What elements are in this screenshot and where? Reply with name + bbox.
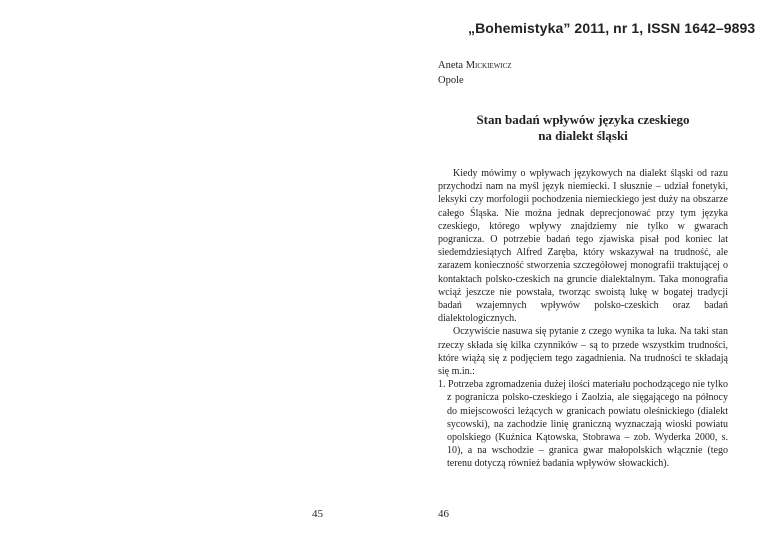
article-body: [438, 167, 728, 471]
article-title: [438, 112, 728, 144]
paragraph-2: Oczywiście nasuwa się pytanie z czego wynika ta luka. Na taki stan rzeczy składa się kilka czynników – są to przede wszystkim trudności, które wiążą się z podjęciem tego zagadnienia. Na trudności te składają się m.in.:: [438, 326, 728, 378]
list-item: 1. Potrzeba zgromadzenia dużej ilości materiału pochodzącego nie tylko z pogranicza polsko-czeskiego i Zaolzia, ale sięgającego na północy do miejscowości leżących w granicach powiatu oleśnickiego (dialekt sycowski), na zachodzie linię graniczną wyznaczają wioski powiatu opolskiego (Kuźnica Kątowska, Stobrawa – zob. Wyderka 2000, s. 10), a na wschodzie – granica gwar małopolskich włącznie (tego terenu dotyczą również badania wpływów słowackich).: [438, 379, 728, 470]
right-page-number: 46: [438, 508, 449, 520]
author-affiliation: Opole: [438, 75, 464, 86]
journal-header: „Bohemistyka” 2011, nr 1, ISSN 1642–9893: [468, 20, 756, 36]
title-line-1: Stan badań wpływów języka czeskiego: [476, 112, 690, 127]
left-page-number: 45: [312, 508, 323, 520]
author: [438, 60, 512, 71]
author-first-name: Aneta: [438, 60, 464, 71]
author-last-name: Mickiewicz: [465, 60, 512, 71]
title-line-2: na dialekt śląski: [538, 128, 628, 143]
difficulties-list: [438, 378, 728, 470]
paragraph-1: Kiedy mówimy o wpływach językowych na dialekt śląski od razu przychodzi nam na myśl język niemiecki. I słusznie – udział fonetyki, leksyki czy morfologii pochodzenia niemieckiego jest duży na obszarze całego Śląska. Nie można jednak deprecjonować przy tym języka czeskiego, którego wpływy znajdziemy nie tylko w gwarach pogranicza. O potrzebie badań tego zjawiska pisał pod koniec lat siedemdziesiątych Alfred Zaręba, który wskazywał na trudność, ale zarazem konieczność stworzenia szczegółowej monografii traktującej o kontaktach polsko-czeskich na gruncie dialektalnym. Taka monografia wciąż jeszcze nie powstała, tworząc swoistą lukę w bogatej tradycji badań wzajemnych wpływów polsko-czeskich oraz badań dialektologicznych.: [438, 168, 728, 325]
